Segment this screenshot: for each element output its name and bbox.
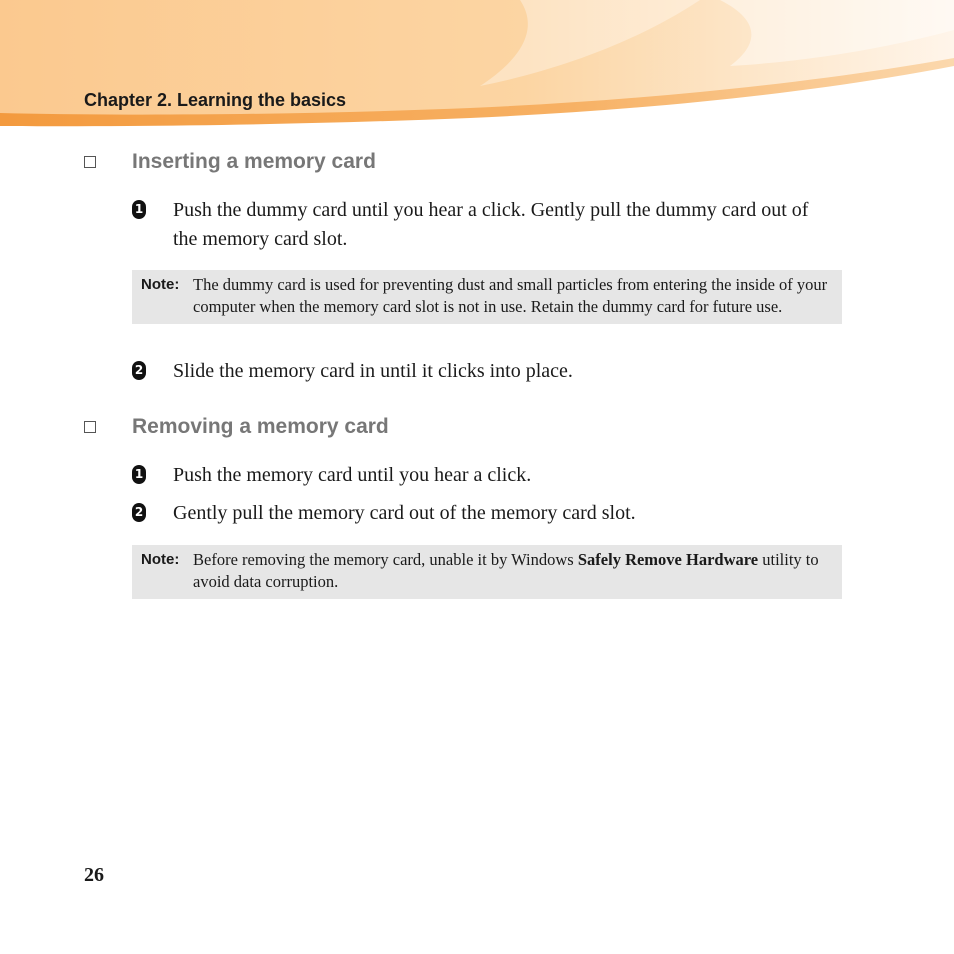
step-number-badge: 2 [132,361,146,380]
square-bullet-icon [84,156,96,168]
step-item [132,357,842,386]
section-heading-removing [84,414,389,440]
step-item [132,461,842,490]
note-label: Note: [141,551,180,568]
chapter-title: Chapter 2. Learning the basics [84,90,347,110]
step-item [132,499,842,528]
note-text [193,549,832,592]
note-box [132,270,842,324]
note-label: Note: [141,276,180,293]
section-heading-inserting [84,149,376,175]
step-text: Gently pull the memory card out of the memory card slot. [173,502,636,524]
step-item [132,196,842,254]
note-box [132,545,842,599]
square-bullet-icon [84,421,96,433]
note-bold-term: Safely Remove Hardware [577,550,759,569]
step-number-badge: 2 [132,503,146,522]
note-text: The dummy card is used for preventing dust and small particles from entering the inside of your computer when the memory card slot is not in use. Retain the dummy card for future use. [193,275,828,316]
step-text: Push the dummy card until you hear a click. Gently pull the dummy card out of the memory card slot. [173,199,809,250]
step-text: Slide the memory card in until it clicks into place. [173,360,573,382]
note-text-end: utility to avoid data corruption. [193,550,819,591]
step-number-badge: 1 [132,200,146,219]
step-text: Push the memory card until you hear a click. [173,464,532,486]
section-title: Removing a memory card [132,415,389,438]
step-number-badge: 1 [132,465,146,484]
note-text-start: Before removing the memory card, unable it by Windows [193,550,578,569]
section-title: Inserting a memory card [132,150,376,173]
page-number: 26 [84,864,104,886]
